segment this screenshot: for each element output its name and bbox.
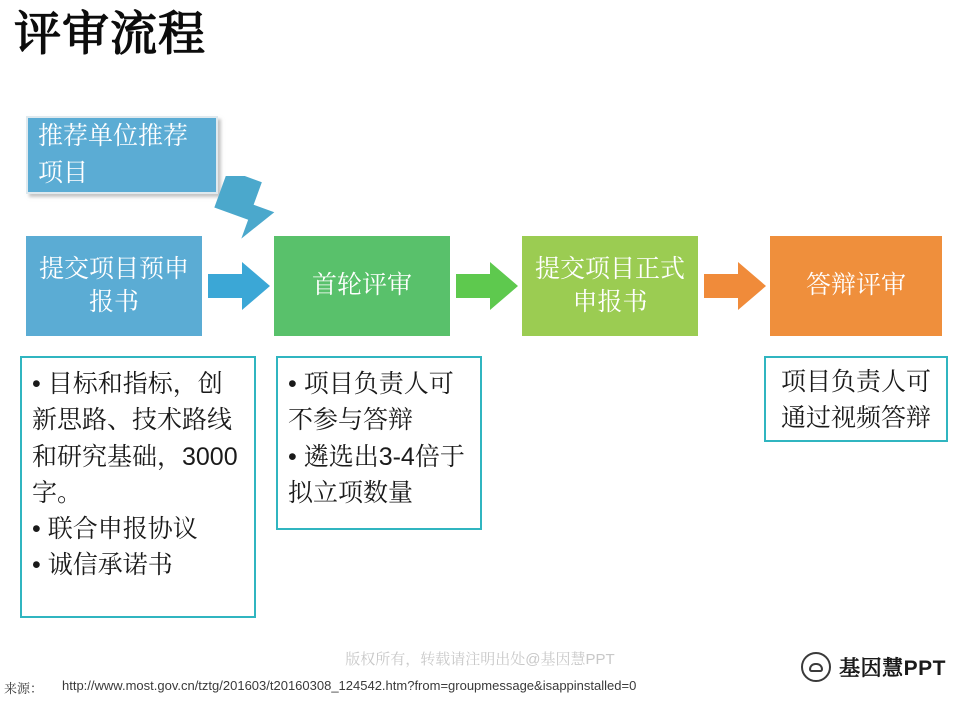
wechat-circle-icon <box>801 652 831 682</box>
process-box-defense-review: 答辩评审 <box>770 236 942 336</box>
process-box-first-round: 首轮评审 <box>274 236 450 336</box>
process-box-presubmit: 提交项目预申报书 <box>26 236 202 336</box>
note-line: • 联合申报协议 <box>32 515 198 543</box>
brand-logo <box>801 652 946 682</box>
page-title: 评审流程 <box>14 7 206 60</box>
note-first-round-rules <box>276 356 482 530</box>
source-label: 来源： <box>4 681 44 696</box>
note-line: 项目负责人可通过视频答辩 <box>780 368 931 433</box>
note-defense-rules <box>764 356 948 442</box>
arrow-right-blue-icon <box>208 262 270 310</box>
source-url: http://www.most.gov.cn/tztg/201603/t20160308_124542.htm?from=groupmessage&isappinstalled=0 <box>62 678 637 693</box>
arrow-diagonal-icon <box>212 176 292 246</box>
watermark-text: 版权所有，转载请注明出处@基因慧PPT <box>345 651 615 668</box>
note-line: • 目标和指标，创新思路、技术路线和研究基础，3000字。 <box>32 370 238 507</box>
note-line: • 项目负责人可不参与答辩 <box>288 370 454 435</box>
note-line: • 诚信承诺书 <box>32 551 173 580</box>
note-presubmit-requirements <box>20 356 256 618</box>
arrow-right-orange-icon <box>704 262 766 310</box>
process-box-recommend: 推荐单位推荐项目 <box>26 116 218 194</box>
brand-name: 基因慧PPT <box>839 657 946 680</box>
arrow-right-green-icon <box>456 262 518 310</box>
process-box-formal-submission: 提交项目正式申报书 <box>522 236 698 336</box>
note-line: • 遴选出3-4倍于拟立项数量 <box>288 442 465 507</box>
